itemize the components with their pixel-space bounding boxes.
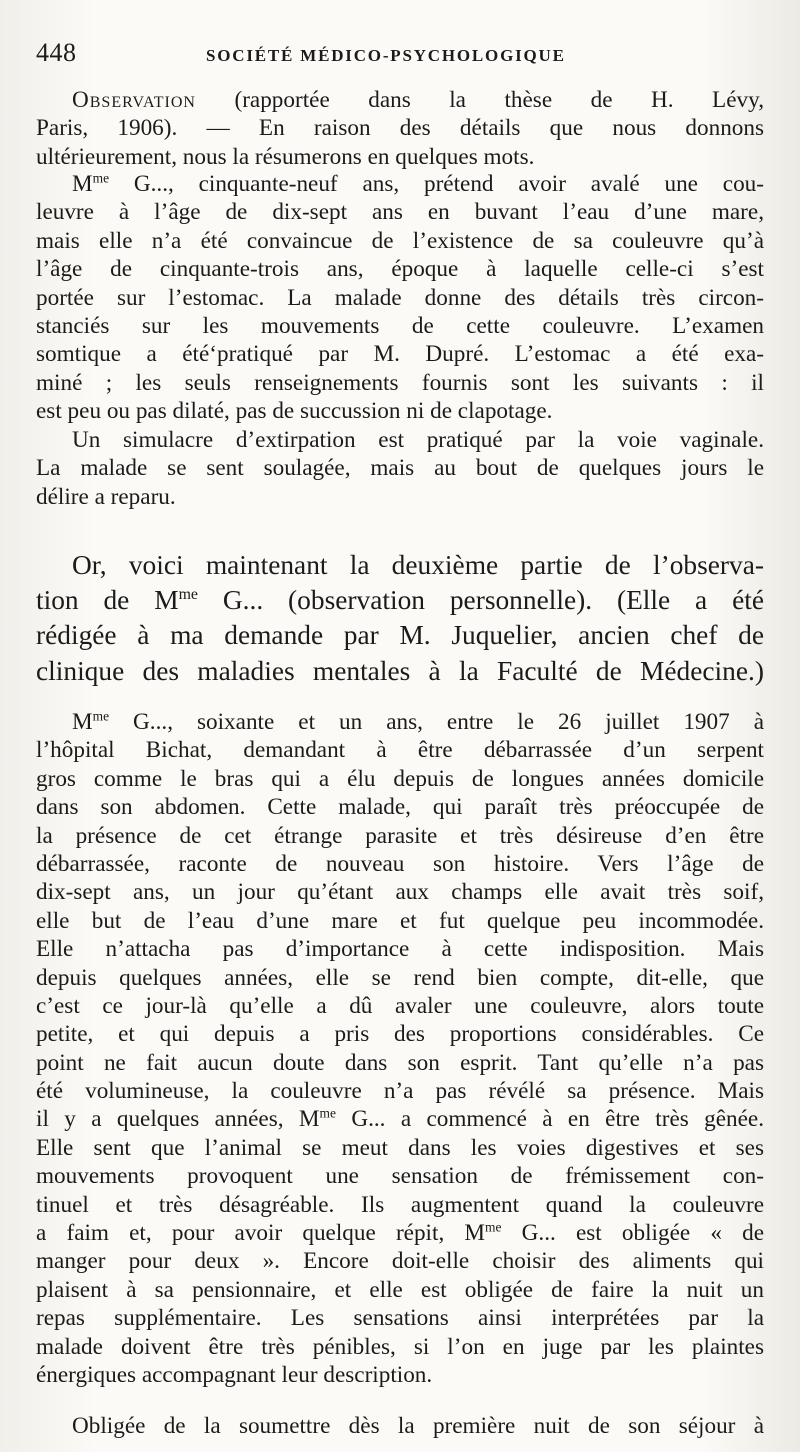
text-line: été volumineuse, la couleuvre n’a pas révélé sa présence. Mais [36,1078,764,1105]
summary-paragraph [36,170,764,426]
text-line: point ne fait aucun doute dans son esprit. Tant qu’elle n’a pas [36,1049,764,1076]
text-line [36,170,764,198]
text-fragment: (rapportée dans la thèse de H. Lévy, [195,87,764,113]
text-line: Obligée de la soumettre dès la première nuit de son séjour à [72,1413,764,1439]
observation-label: Observation [72,87,196,113]
text-line: miné ; les seuls renseignements fournis sont les suivants : il [36,369,764,396]
text-line [36,1105,764,1133]
text-line: est peu ou pas dilaté, pas de succussion ni de clapotage. [36,398,553,425]
page-header [36,38,764,74]
text-fragment: G... a commencé à en être très gênée. [335,1106,764,1133]
text-line: repas supplémentaire. Les sensations ainsi interprétées par la [36,1305,764,1332]
text-line: dix-sept ans, un jour qu’étant aux champs elle avait très soif, [36,879,764,906]
text-line: petite, et qui depuis a pris des proportions considérables. Ce [36,1021,764,1048]
text-line [36,583,764,618]
superscript: me [92,170,110,186]
text-line: leuvre à l’âge de dix-sept ans en buvant l’eau d’une mare, [36,199,764,226]
text-line: la présence de cet étrange parasite et très désireuse d’en être [36,822,764,849]
text-line: Un simulacre d’extirpation est pratiqué par la voie vaginale. [72,427,764,453]
text-line: mais elle n’a été convaincue de l’existence de sa couleuvre qu’à [36,227,764,254]
text-fragment: il y a quelques années, M [36,1106,320,1133]
text-line: malade doivent être très pénibles, si l’on en juge par les plaintes [36,1333,764,1360]
superscript: me [485,1219,502,1235]
obligee-paragraph [36,1412,764,1440]
text-fragment: G..., cinquante-neuf ans, prétend avoir avalé une cou- [109,171,764,197]
text-line: l’âge de cinquante-trois ans, époque à laquelle celle-ci s’est [36,256,764,283]
text-line: délire a reparu. [36,483,176,510]
text-fragment: G..., soixante et un ans, entre le 26 juillet 1907 à [109,709,764,735]
observation-personal-paragraph [36,708,764,1389]
simulacre-paragraph [36,426,764,511]
text-fragment: M [72,709,93,735]
observation-paragraph [36,86,764,171]
text-line: depuis quelques années, elle se rend bien compte, dit-elle, que [36,964,764,991]
text-line: Elle n’attacha pas d’importance à cette indisposition. Mais [36,936,764,963]
author-paragraph [36,548,764,689]
text-line: tinuel et très désagréable. Ils augmentent quand la couleuvre [36,1191,764,1218]
text-line: portée sur l’estomac. La malade donne des détails très circon- [36,284,764,311]
text-line: stanciés sur les mouvements de cette couleuvre. L’examen [36,312,764,339]
text-line: somtique a été‘pratiqué par M. Dupré. L’estomac a été exa- [36,341,764,368]
text-fragment: G... (observation personnelle). (Elle a été [197,585,765,616]
superscript: me [178,586,198,604]
superscript: me [92,708,110,724]
text-line: elle but de l’eau d’une mare et fut quelque peu incommodée. [36,907,764,934]
text-line: mouvements provoquent une sensation de frémissement con- [36,1163,764,1190]
text-line: plaisent à sa pensionnaire, et elle est obligée de faire la nuit un [36,1276,764,1303]
text-line: ultérieurement, nous la résumerons en quelques mots. [36,143,535,170]
text-line: rédigée à ma demande par M. Juquelier, ancien chef de [36,620,764,651]
text-line: débarrassée, raconte de nouveau son histoire. Vers l’âge de [36,850,764,877]
text-line [36,708,764,736]
text-line: La malade se sent soulagée, mais au bout de quelques jours le [36,455,764,482]
text-line: l’hôpital Bichat, demandant à être débarrassée d’un serpent [36,737,764,764]
superscript: me [319,1106,336,1122]
text-line: Or, voici maintenant la deuxième partie de l’observa- [72,550,764,580]
text-line [36,1219,764,1247]
running-head: SOCIÉTÉ MÉDICO-PSYCHOLOGIQUE [206,46,566,65]
text-fragment: M [72,171,93,197]
text-line: c’est ce jour-là qu’elle a dû avaler une couleuvre, alors toute [36,992,764,1019]
text-line: manger pour deux ». Encore doit-elle choisir des aliments qui [36,1248,764,1275]
text-line: énergiques accompagnant leur description. [36,1361,433,1388]
text-line: dans son abdomen. Cette malade, qui paraît très préoccupée de [36,794,764,821]
text-fragment: tion de M [36,585,179,616]
text-fragment: a faim et, pour avoir quelque répit, M [36,1220,486,1247]
page-number: 448 [36,38,77,67]
text-line: Elle sent que l’animal se meut dans les voies digestives et ses [36,1134,764,1161]
text-line: gros comme le bras qui a élu depuis de longues années domicile [36,765,764,792]
text-line: clinique des maladies mentales à la Faculté de Médecine.) [36,655,764,686]
text-line [36,86,764,114]
text-fragment: G... est obligée « de [501,1220,764,1247]
text-line: Paris, 1906). — En raison des détails que nous donnons [36,115,764,142]
